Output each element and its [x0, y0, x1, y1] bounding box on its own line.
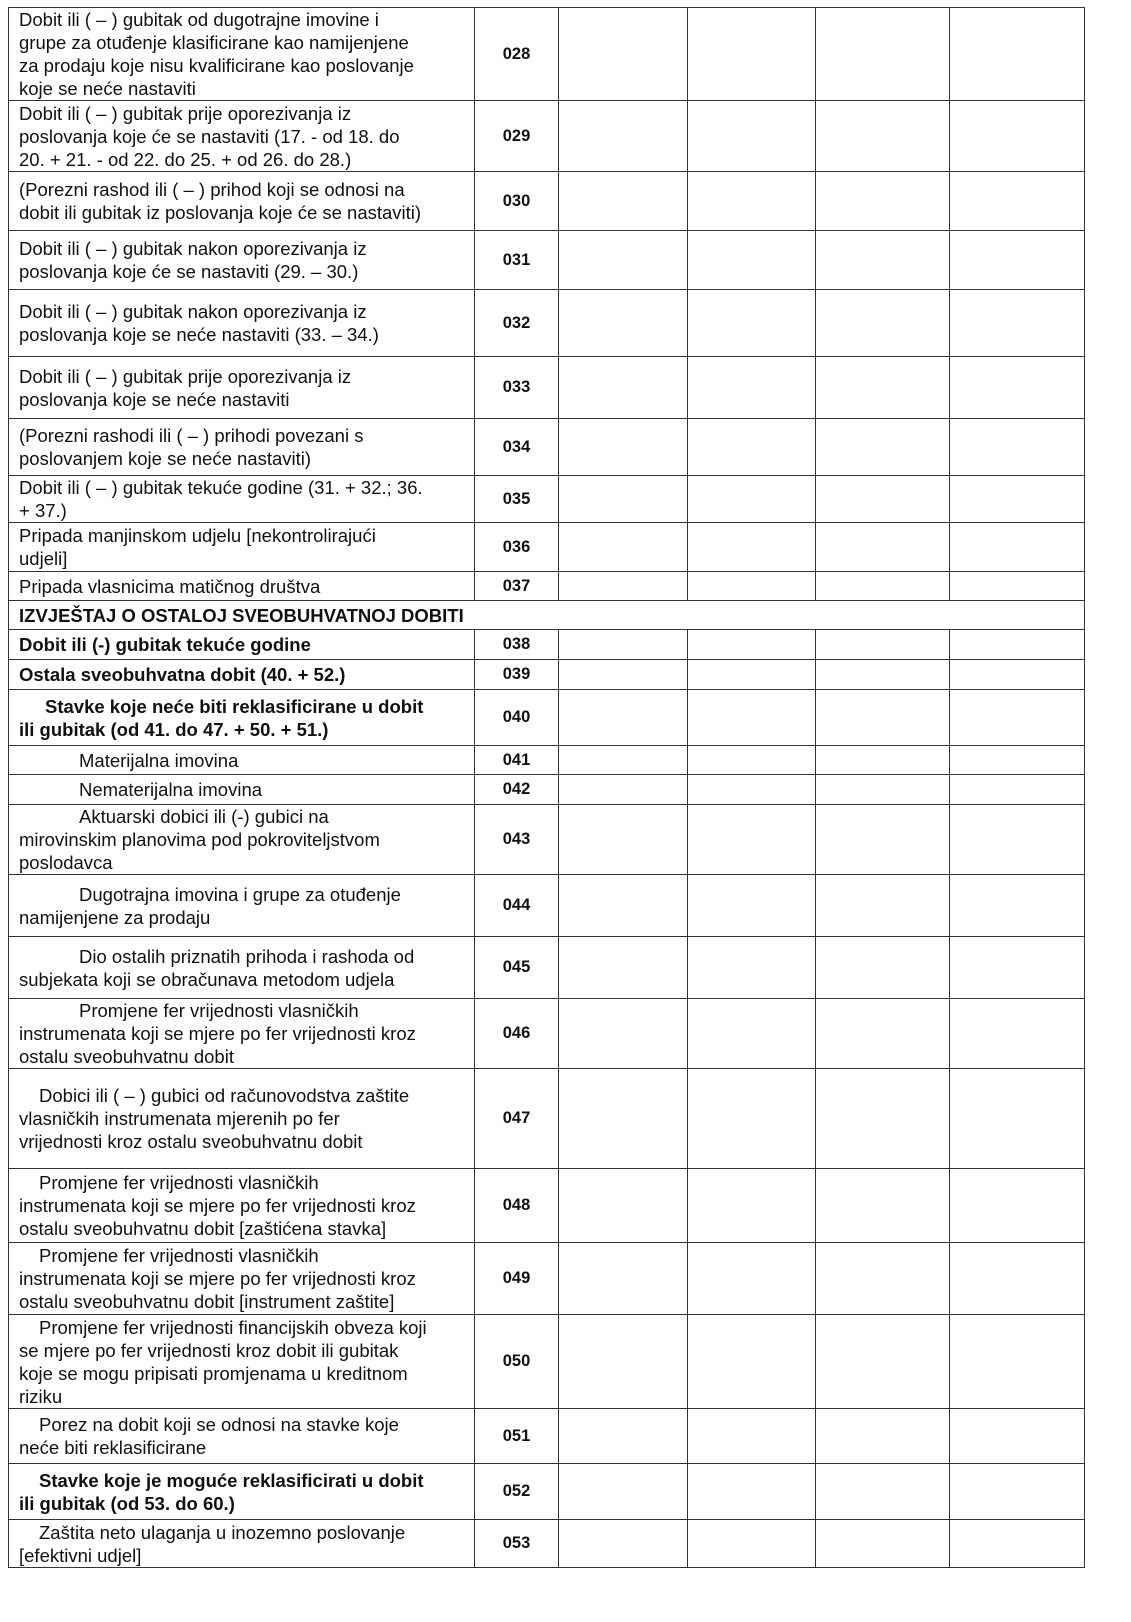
- row-code: 049: [475, 1243, 559, 1315]
- row-description: Promjene fer vrijednosti vlasničkih instrumenata koji se mjere po fer vrijednosti kroz ostalu sveobuhvatnu dobit [instrument zaštite]: [9, 1243, 475, 1315]
- value-cell[interactable]: [816, 1464, 950, 1520]
- value-cell[interactable]: [816, 746, 950, 775]
- row-code: 044: [475, 875, 559, 937]
- table-row: [9, 1464, 1085, 1520]
- table-row: [9, 8, 1085, 101]
- value-cell[interactable]: [688, 476, 816, 523]
- value-cell[interactable]: [950, 630, 1085, 660]
- value-cell[interactable]: [559, 937, 688, 999]
- value-cell[interactable]: [950, 1520, 1085, 1568]
- row-code: 048: [475, 1169, 559, 1243]
- row-description: Dugotrajna imovina i grupe za otuđenje namijenjene za prodaju: [9, 875, 475, 937]
- row-description: Stavke koje neće biti reklasificirane u dobit ili gubitak (od 41. do 47. + 50. + 51.): [9, 690, 475, 746]
- value-cell[interactable]: [950, 1243, 1085, 1315]
- table-row: [9, 660, 1085, 690]
- value-cell[interactable]: [816, 805, 950, 875]
- row-code: 040: [475, 690, 559, 746]
- value-cell[interactable]: [559, 476, 688, 523]
- value-cell[interactable]: [688, 660, 816, 690]
- table-row: [9, 746, 1085, 775]
- value-cell[interactable]: [950, 357, 1085, 419]
- row-description: Pripada vlasnicima matičnog društva: [9, 572, 475, 601]
- row-description: Dobit ili ( – ) gubitak nakon oporezivanja iz poslovanja koje će se nastaviti (29. – 30.): [9, 231, 475, 290]
- value-cell[interactable]: [816, 8, 950, 101]
- value-cell[interactable]: [950, 476, 1085, 523]
- value-cell[interactable]: [950, 101, 1085, 172]
- table-row: [9, 875, 1085, 937]
- table-row: [9, 1169, 1085, 1243]
- value-cell[interactable]: [688, 630, 816, 660]
- value-cell[interactable]: [688, 875, 816, 937]
- row-code: 046: [475, 999, 559, 1069]
- section-header-row: [9, 601, 1085, 630]
- value-cell[interactable]: [688, 419, 816, 476]
- row-description: Promjene fer vrijednosti vlasničkih instrumenata koji se mjere po fer vrijednosti kroz ostalu sveobuhvatnu dobit: [9, 999, 475, 1069]
- value-cell[interactable]: [559, 875, 688, 937]
- value-cell[interactable]: [559, 290, 688, 357]
- table-row: [9, 1243, 1085, 1315]
- value-cell[interactable]: [559, 419, 688, 476]
- value-cell[interactable]: [688, 572, 816, 601]
- value-cell[interactable]: [950, 1464, 1085, 1520]
- row-description: Pripada manjinskom udjelu [nekontrolirajući udjeli]: [9, 523, 475, 572]
- value-cell[interactable]: [950, 419, 1085, 476]
- financial-statement-table: [8, 7, 1085, 1568]
- row-description: Dobit ili ( – ) gubitak prije oporezivanja iz poslovanja koje se neće nastaviti: [9, 357, 475, 419]
- value-cell[interactable]: [559, 805, 688, 875]
- row-code: 052: [475, 1464, 559, 1520]
- value-cell[interactable]: [559, 630, 688, 660]
- value-cell[interactable]: [559, 101, 688, 172]
- value-cell[interactable]: [816, 1315, 950, 1409]
- row-description: (Porezni rashod ili ( – ) prihod koji se odnosi na dobit ili gubitak iz poslovanja koje će se nastaviti): [9, 172, 475, 231]
- value-cell[interactable]: [559, 746, 688, 775]
- value-cell[interactable]: [688, 690, 816, 746]
- value-cell[interactable]: [559, 1520, 688, 1568]
- value-cell[interactable]: [950, 523, 1085, 572]
- table-row: [9, 101, 1085, 172]
- value-cell[interactable]: [688, 8, 816, 101]
- value-cell[interactable]: [559, 231, 688, 290]
- value-cell[interactable]: [816, 1169, 950, 1243]
- value-cell[interactable]: [950, 8, 1085, 101]
- row-description: Dobit ili ( – ) gubitak od dugotrajne imovine i grupe za otuđenje klasificirane kao namijenjene za prodaju koje nisu kvalificirane kao poslovanje koje se neće nastaviti: [9, 8, 475, 101]
- value-cell[interactable]: [559, 999, 688, 1069]
- table-row: [9, 1069, 1085, 1169]
- row-description: Ostala sveobuhvatna dobit (40. + 52.): [9, 660, 475, 690]
- row-code: 041: [475, 746, 559, 775]
- value-cell[interactable]: [559, 1243, 688, 1315]
- value-cell[interactable]: [559, 1069, 688, 1169]
- value-cell[interactable]: [816, 523, 950, 572]
- row-description: Dobit ili ( – ) gubitak nakon oporezivanja iz poslovanja koje se neće nastaviti (33. – 34.): [9, 290, 475, 357]
- row-code: 034: [475, 419, 559, 476]
- value-cell[interactable]: [950, 775, 1085, 805]
- row-code: 033: [475, 357, 559, 419]
- table-row: [9, 999, 1085, 1069]
- value-cell[interactable]: [688, 746, 816, 775]
- row-code: 030: [475, 172, 559, 231]
- row-code: 045: [475, 937, 559, 999]
- value-cell[interactable]: [816, 937, 950, 999]
- table-row: [9, 805, 1085, 875]
- row-description: Dobici ili ( – ) gubici od računovodstva zaštite vlasničkih instrumenata mjerenih po fer vrijednosti kroz ostalu sveobuhvatnu dobit: [9, 1069, 475, 1169]
- value-cell[interactable]: [816, 357, 950, 419]
- value-cell[interactable]: [816, 231, 950, 290]
- row-description: Promjene fer vrijednosti financijskih obveza koji se mjere po fer vrijednosti kroz dobit ili gubitak koje se mogu pripisati promjenama u kreditnom riziku: [9, 1315, 475, 1409]
- value-cell[interactable]: [950, 572, 1085, 601]
- row-description: Zaštita neto ulaganja u inozemno poslovanje [efektivni udjel]: [9, 1520, 475, 1568]
- value-cell[interactable]: [950, 690, 1085, 746]
- row-description: Dobit ili (-) gubitak tekuće godine: [9, 630, 475, 660]
- value-cell[interactable]: [559, 1409, 688, 1464]
- row-code: 031: [475, 231, 559, 290]
- row-description: Porez na dobit koji se odnosi na stavke koje neće biti reklasificirane: [9, 1409, 475, 1464]
- row-code: 029: [475, 101, 559, 172]
- value-cell[interactable]: [559, 523, 688, 572]
- table-row: [9, 937, 1085, 999]
- value-cell[interactable]: [688, 172, 816, 231]
- value-cell[interactable]: [688, 999, 816, 1069]
- value-cell[interactable]: [688, 357, 816, 419]
- row-code: 043: [475, 805, 559, 875]
- value-cell[interactable]: [559, 690, 688, 746]
- value-cell[interactable]: [688, 101, 816, 172]
- row-code: 053: [475, 1520, 559, 1568]
- table-row: [9, 419, 1085, 476]
- value-cell[interactable]: [950, 290, 1085, 357]
- value-cell[interactable]: [559, 357, 688, 419]
- value-cell[interactable]: [688, 1069, 816, 1169]
- value-cell[interactable]: [816, 1520, 950, 1568]
- table-row: [9, 523, 1085, 572]
- value-cell[interactable]: [950, 999, 1085, 1069]
- value-cell[interactable]: [816, 572, 950, 601]
- value-cell[interactable]: [816, 875, 950, 937]
- value-cell[interactable]: [559, 1464, 688, 1520]
- value-cell[interactable]: [559, 1169, 688, 1243]
- value-cell[interactable]: [950, 875, 1085, 937]
- value-cell[interactable]: [559, 1315, 688, 1409]
- row-description: Dobit ili ( – ) gubitak prije oporezivanja iz poslovanja koje će se nastaviti (17. - od 18. do 20. + 21. - od 22. do 25. + od 26. do 28.): [9, 101, 475, 172]
- value-cell[interactable]: [816, 775, 950, 805]
- value-cell[interactable]: [950, 231, 1085, 290]
- row-code: 047: [475, 1069, 559, 1169]
- table-row: [9, 572, 1085, 601]
- value-cell[interactable]: [816, 1243, 950, 1315]
- row-code: 032: [475, 290, 559, 357]
- row-code: 038: [475, 630, 559, 660]
- value-cell[interactable]: [688, 523, 816, 572]
- value-cell[interactable]: [688, 231, 816, 290]
- table-row: [9, 290, 1085, 357]
- value-cell[interactable]: [816, 999, 950, 1069]
- row-description: Nematerijalna imovina: [9, 775, 475, 805]
- row-code: 042: [475, 775, 559, 805]
- value-cell[interactable]: [816, 690, 950, 746]
- row-code: 035: [475, 476, 559, 523]
- value-cell[interactable]: [816, 419, 950, 476]
- value-cell[interactable]: [688, 290, 816, 357]
- value-cell[interactable]: [950, 172, 1085, 231]
- value-cell[interactable]: [950, 805, 1085, 875]
- value-cell[interactable]: [816, 630, 950, 660]
- row-code: 050: [475, 1315, 559, 1409]
- value-cell[interactable]: [816, 476, 950, 523]
- row-code: 037: [475, 572, 559, 601]
- value-cell[interactable]: [950, 937, 1085, 999]
- table-row: [9, 1409, 1085, 1464]
- row-description: Promjene fer vrijednosti vlasničkih instrumenata koji se mjere po fer vrijednosti kroz ostalu sveobuhvatnu dobit [zaštićena stavka]: [9, 1169, 475, 1243]
- table-row: [9, 1315, 1085, 1409]
- row-description: Dobit ili ( – ) gubitak tekuće godine (31. + 32.; 36. + 37.): [9, 476, 475, 523]
- table-row: [9, 172, 1085, 231]
- value-cell[interactable]: [950, 1409, 1085, 1464]
- value-cell[interactable]: [816, 290, 950, 357]
- table-row: [9, 357, 1085, 419]
- row-description: Materijalna imovina: [9, 746, 475, 775]
- value-cell[interactable]: [559, 775, 688, 805]
- row-description: (Porezni rashodi ili ( – ) prihodi povezani s poslovanjem koje se neće nastaviti): [9, 419, 475, 476]
- value-cell[interactable]: [950, 660, 1085, 690]
- table-row: [9, 476, 1085, 523]
- row-code: 036: [475, 523, 559, 572]
- value-cell[interactable]: [688, 937, 816, 999]
- table-row: [9, 1520, 1085, 1568]
- value-cell[interactable]: [950, 1069, 1085, 1169]
- value-cell[interactable]: [688, 1315, 816, 1409]
- row-code: 039: [475, 660, 559, 690]
- value-cell[interactable]: [688, 1464, 816, 1520]
- table-row: [9, 775, 1085, 805]
- row-code: 028: [475, 8, 559, 101]
- value-cell[interactable]: [688, 1169, 816, 1243]
- row-description: Aktuarski dobici ili (-) gubici na mirovinskim planovima pod pokroviteljstvom poslodavca: [9, 805, 475, 875]
- row-description: Stavke koje je moguće reklasificirati u dobit ili gubitak (od 53. do 60.): [9, 1464, 475, 1520]
- value-cell[interactable]: [950, 1169, 1085, 1243]
- value-cell[interactable]: [950, 746, 1085, 775]
- table-row: [9, 630, 1085, 660]
- table-row: [9, 231, 1085, 290]
- section-header: IZVJEŠTAJ O OSTALOJ SVEOBUHVATNOJ DOBITI: [9, 601, 1085, 630]
- value-cell[interactable]: [950, 1315, 1085, 1409]
- value-cell[interactable]: [816, 101, 950, 172]
- value-cell[interactable]: [816, 1409, 950, 1464]
- value-cell[interactable]: [816, 172, 950, 231]
- value-cell[interactable]: [559, 8, 688, 101]
- value-cell[interactable]: [688, 775, 816, 805]
- value-cell[interactable]: [688, 1520, 816, 1568]
- value-cell[interactable]: [559, 172, 688, 231]
- value-cell[interactable]: [816, 1069, 950, 1169]
- value-cell[interactable]: [688, 1409, 816, 1464]
- row-description: Dio ostalih priznatih prihoda i rashoda od subjekata koji se obračunava metodom udjela: [9, 937, 475, 999]
- value-cell[interactable]: [688, 805, 816, 875]
- table-row: [9, 690, 1085, 746]
- value-cell[interactable]: [559, 660, 688, 690]
- value-cell[interactable]: [559, 572, 688, 601]
- value-cell[interactable]: [688, 1243, 816, 1315]
- row-code: 051: [475, 1409, 559, 1464]
- value-cell[interactable]: [816, 660, 950, 690]
